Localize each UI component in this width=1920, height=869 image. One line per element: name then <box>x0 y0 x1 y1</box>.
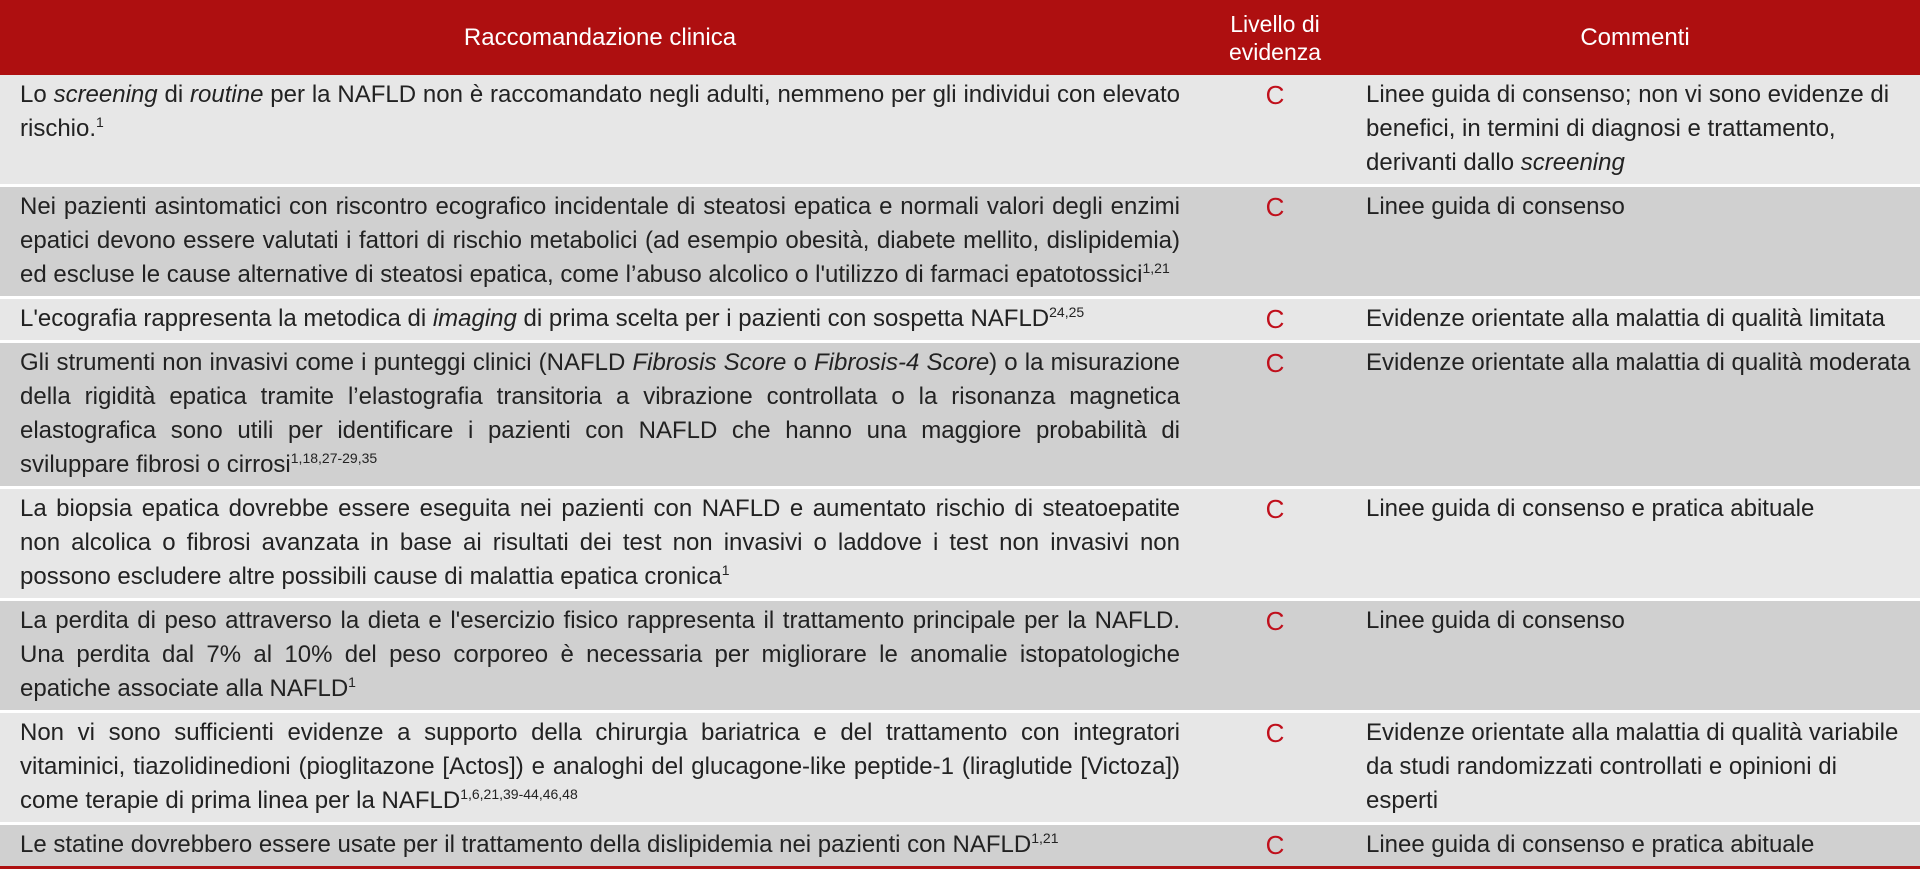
comment-cell <box>1350 600 1920 712</box>
header-level: Livello di evidenza <box>1200 0 1350 75</box>
text-segment: Gli strumenti non invasivi come i punteggi clinici (NAFLD <box>20 349 633 376</box>
comment-cell <box>1350 298 1920 342</box>
text-segment: Non vi sono sufficienti evidenze a supporto della chirurgia bariatrica e del trattamento con integratori vitaminici, tiazolidinedioni (pioglitazone [Actos]) e analoghi del glucagone-like peptide-1 (liraglutide [Victoza]) come terapie di prima linea per la NAFLD <box>20 719 1180 814</box>
text-segment: La perdita di peso attraverso la dieta e l'esercizio fisico rappresenta il trattamento principale per la NAFLD. Una perdita dal 7% al 10% del peso corporeo è necessaria per migliorare le anomalie istopatologiche epatiche associate alla NAFLD <box>20 607 1180 702</box>
text-segment: ) o la misurazione della rigidità epatica tramite l’elastografia transitoria a vibrazione controllata o la risonanza magnetica elastografica sono utili per identificare i pazienti con NAFLD che hanno una maggiore probabilità di sviluppare fibrosi o cirrosi <box>20 349 1180 478</box>
text-segment: La biopsia epatica dovrebbe essere eseguita nei pazienti con NAFLD e aumentato rischio di steatoepatite non alcolica o fibrosi avanzata in base ai risultati dei test non invasivi o laddove i test non invasivi non possono escludere altre possibili cause di malattia epatica cronica <box>20 495 1180 590</box>
table-row <box>0 488 1920 600</box>
recommendation-cell <box>0 600 1200 712</box>
table-row <box>0 298 1920 342</box>
text-segment: Linee guida di consenso <box>1366 607 1625 634</box>
text-segment: o <box>786 349 814 376</box>
table-row <box>0 600 1920 712</box>
italic-text: screening <box>1520 149 1625 176</box>
header-comments: Commenti <box>1350 0 1920 75</box>
evidence-level-cell: C <box>1200 75 1350 186</box>
recommendation-cell <box>0 342 1200 488</box>
evidence-level-cell: C <box>1200 824 1350 868</box>
italic-text: Fibrosis Score <box>632 349 787 376</box>
evidence-level-cell: C <box>1200 186 1350 298</box>
text-segment: Evidenze orientate alla malattia di qualità moderata <box>1366 349 1911 376</box>
reference-superscript: 1,18,27-29,35 <box>290 450 378 466</box>
evidence-level-cell: C <box>1200 342 1350 488</box>
evidence-level-cell: C <box>1200 298 1350 342</box>
reference-superscript: 24,25 <box>1049 304 1085 320</box>
table-row <box>0 75 1920 186</box>
reference-superscript: 1 <box>721 562 730 578</box>
italic-text: screening <box>53 81 158 108</box>
text-segment: Lo <box>20 81 54 108</box>
evidence-level-cell: C <box>1200 712 1350 824</box>
reference-superscript: 1 <box>348 674 356 690</box>
italic-text: routine <box>190 81 264 108</box>
text-segment: Linee guida di consenso e pratica abituale <box>1366 495 1815 522</box>
text-segment: per la NAFLD non è raccomandato negli adulti, nemmeno per gli individui con elevato rischio. <box>20 81 1180 142</box>
italic-text: imaging <box>432 305 517 332</box>
text-segment: Evidenze orientate alla malattia di qualità variabile da studi randomizzati controllati e opinioni di esperti <box>1366 719 1899 814</box>
table-body <box>0 75 1920 868</box>
text-segment: Linee guida di consenso <box>1366 193 1625 220</box>
recommendation-cell <box>0 298 1200 342</box>
table-row <box>0 186 1920 298</box>
evidence-level-cell: C <box>1200 600 1350 712</box>
comment-cell <box>1350 488 1920 600</box>
header-recommendation: Raccomandazione clinica <box>0 0 1200 75</box>
comment-cell <box>1350 75 1920 186</box>
table-header-row <box>0 0 1920 75</box>
table-row <box>0 712 1920 824</box>
text-segment: di <box>157 81 191 108</box>
recommendation-cell <box>0 712 1200 824</box>
text-segment: Linee guida di consenso e pratica abituale <box>1366 831 1815 858</box>
text-segment: Evidenze orientate alla malattia di qualità limitata <box>1366 305 1885 332</box>
text-segment: L'ecografia rappresenta la metodica di <box>20 305 433 332</box>
comment-cell <box>1350 712 1920 824</box>
table-row <box>0 342 1920 488</box>
recommendation-cell <box>0 824 1200 868</box>
reference-superscript: 1,21 <box>1031 830 1059 846</box>
text-segment: Nei pazienti asintomatici con riscontro ecografico incidentale di steatosi epatica e normali valori degli enzimi epatici devono essere valutati i fattori di rischio metabolici (ad esempio obesità, diabete mellito, dislipidemia) ed escluse le cause alternative di steatosi epatica, come l’abuso alcolico o l'utilizzo di farmaci epatotossici <box>20 193 1180 288</box>
text-segment: di prima scelta per i pazienti con sospetta NAFLD <box>516 305 1050 332</box>
italic-text: Fibrosis-4 Score <box>813 349 990 376</box>
recommendation-cell <box>0 488 1200 600</box>
reference-superscript: 1,6,21,39-44,46,48 <box>460 786 578 802</box>
comment-cell <box>1350 342 1920 488</box>
reference-superscript: 1 <box>96 114 104 130</box>
comment-cell <box>1350 186 1920 298</box>
recommendation-cell <box>0 75 1200 186</box>
recommendation-cell <box>0 186 1200 298</box>
text-segment: Le statine dovrebbero essere usate per il trattamento della dislipidemia nei pazienti con NAFLD <box>20 831 1032 858</box>
comment-cell <box>1350 824 1920 868</box>
text-segment: Linee guida di consenso; non vi sono evidenze di benefici, in termini di diagnosi e trattamento, derivanti dallo <box>1366 81 1890 176</box>
reference-superscript: 1,21 <box>1142 260 1170 276</box>
table-row <box>0 824 1920 868</box>
evidence-level-cell: C <box>1200 488 1350 600</box>
